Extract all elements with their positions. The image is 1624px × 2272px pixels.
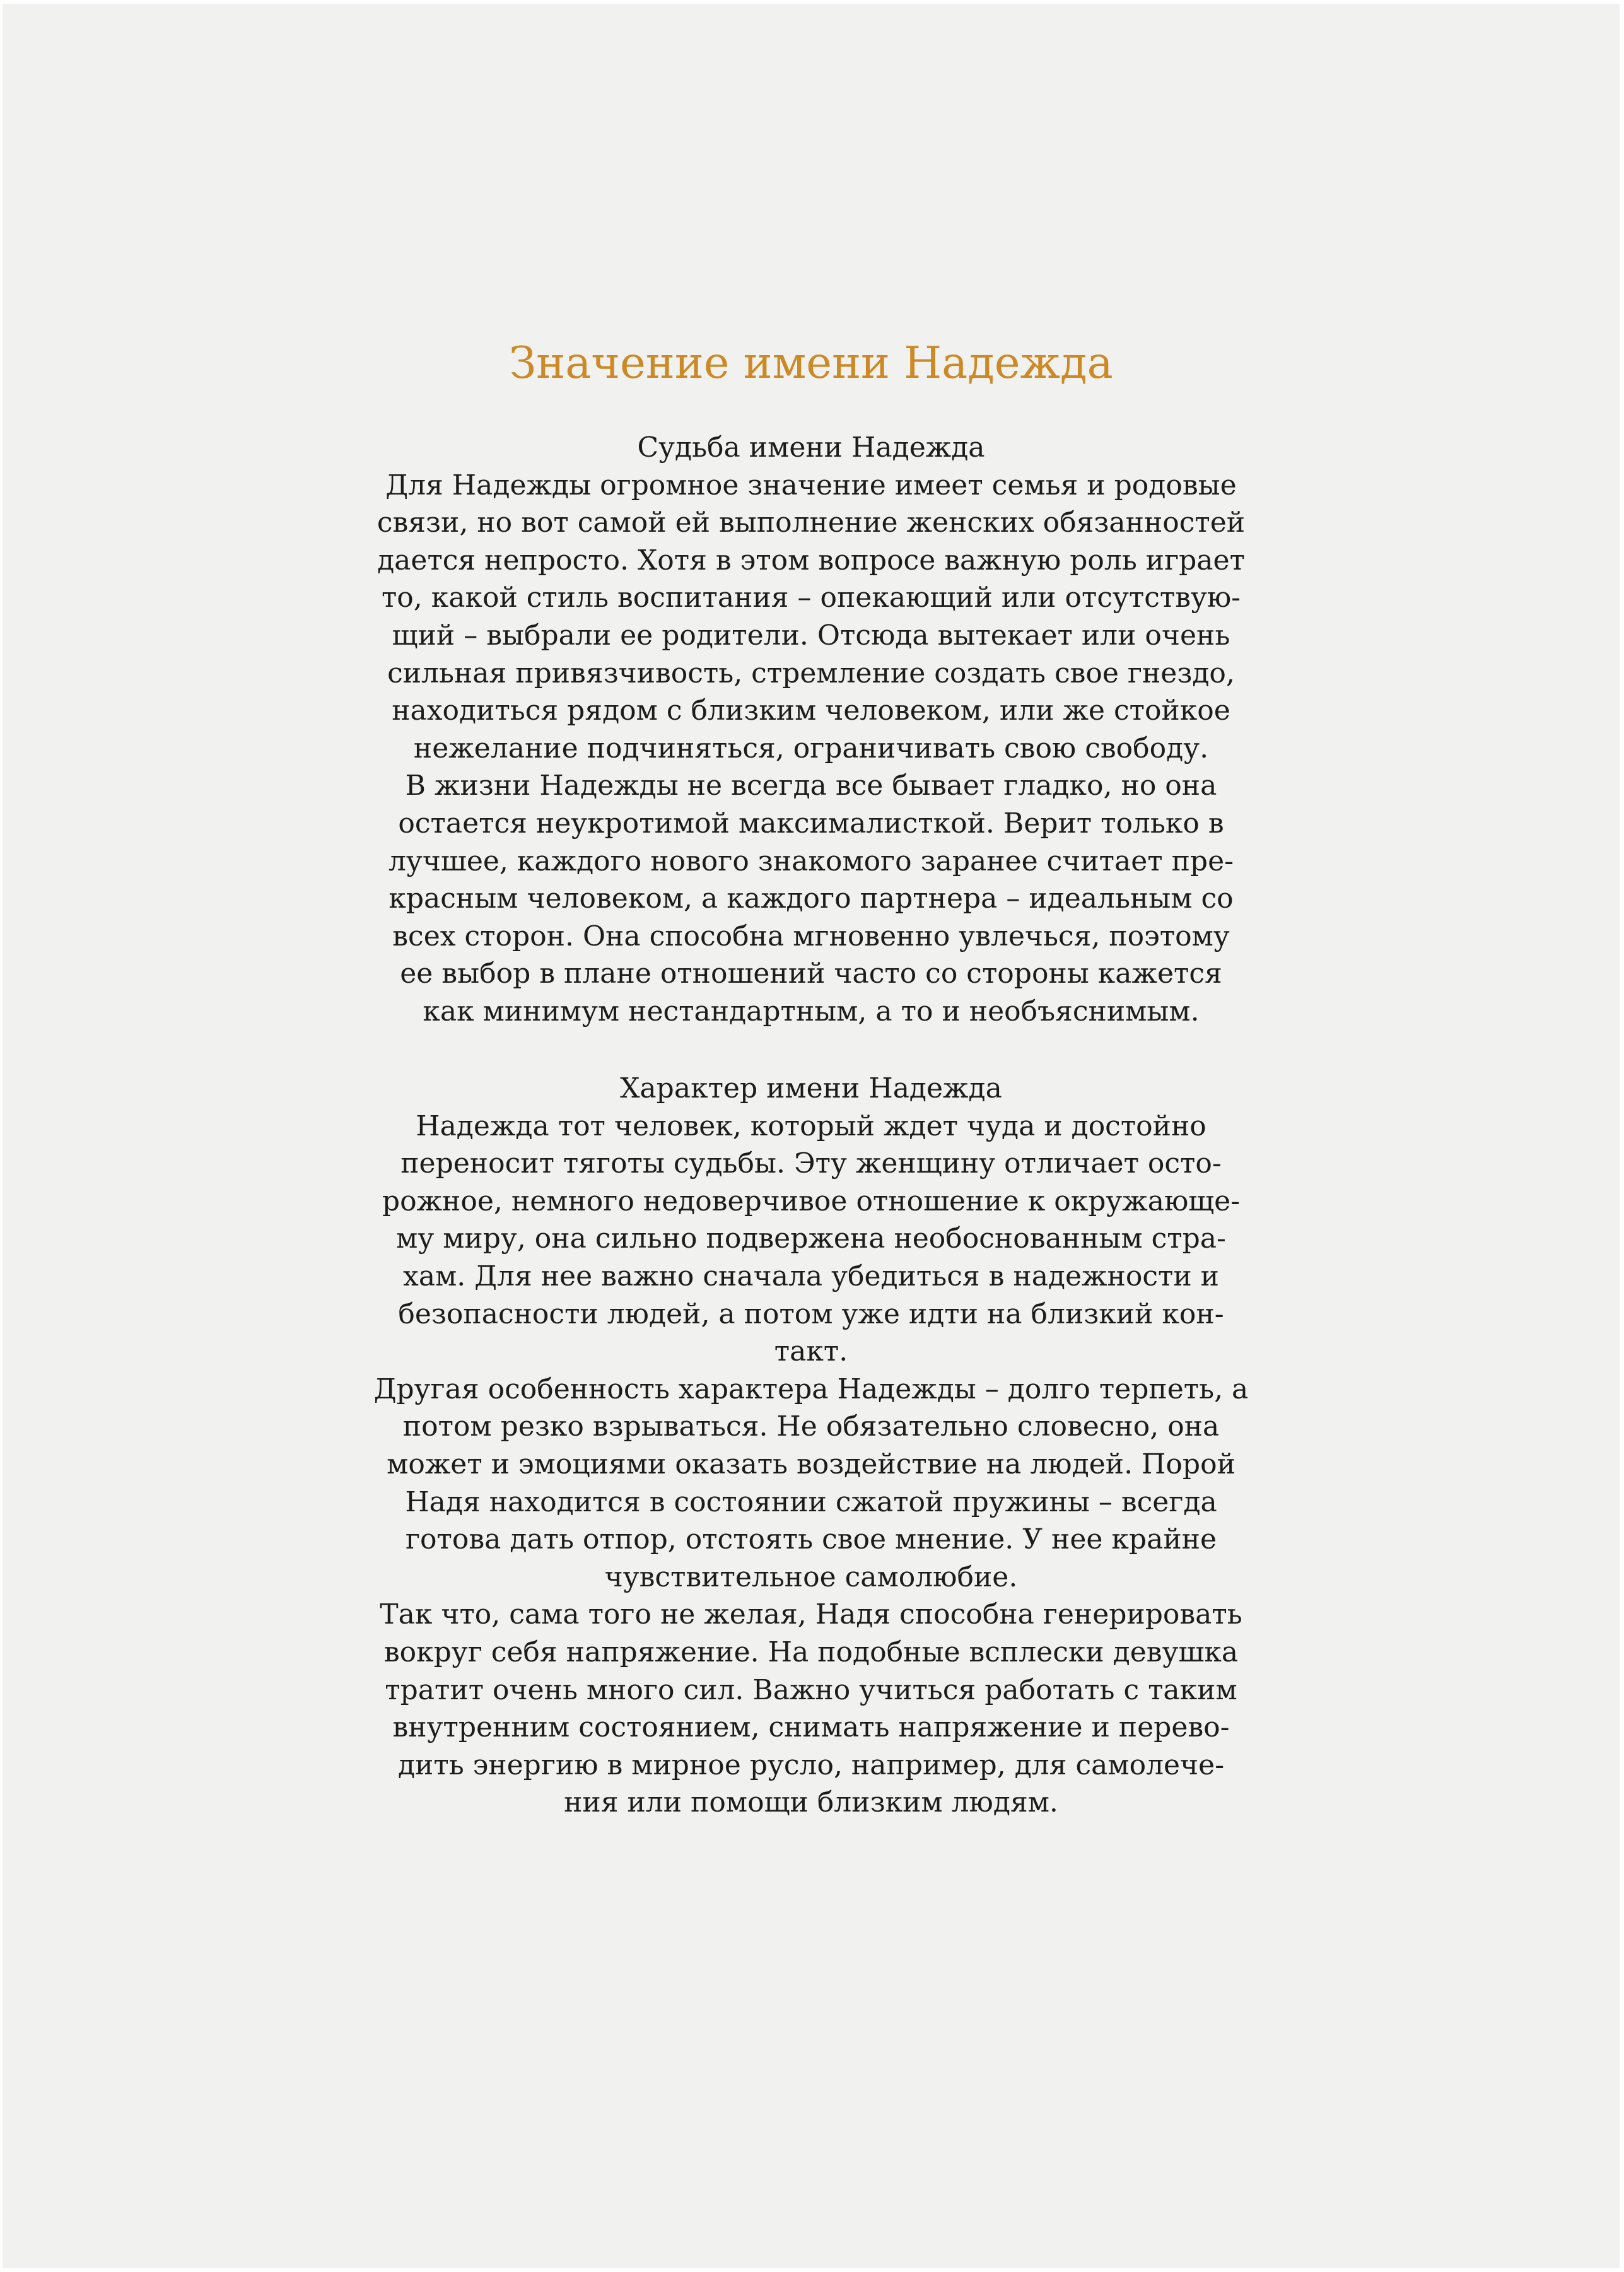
paragraph-line: готова дать отпор, отстоять свое мнение. У нее крайне <box>405 1523 1217 1556</box>
page-title: Значение имени Надежда <box>509 338 1113 389</box>
paragraph-line: находиться рядом с близким человеком, или же стойкое <box>392 694 1230 727</box>
section-heading: Характер имени Надежда <box>620 1072 1002 1104</box>
paragraph-line: рожное, немного недоверчивое отношение к окружающе- <box>382 1185 1241 1217</box>
paragraph-line: вокруг себя напряжение. На подобные всплески девушка <box>383 1636 1239 1668</box>
paragraph-line: как минимум нестандартным, а то и необъяснимым. <box>423 995 1200 1028</box>
paragraph-line: безопасности людей, а потом уже идти на близкий кон- <box>398 1297 1224 1330</box>
paragraph-line: В жизни Надежды не всегда все бывает гладко, но она <box>405 770 1217 802</box>
paragraph-line: сильная привязчивость, стремление создать свое гнездо, <box>387 657 1235 689</box>
paragraph-line: то, какой стиль воспитания – опекающий или отсутствую- <box>381 582 1241 614</box>
paragraph-line: щий – выбрали ее родители. Отсюда вытекает или очень <box>392 619 1230 652</box>
paragraph-line: лучшее, каждого нового знакомого заранее считает пре- <box>388 845 1234 877</box>
paragraph-line: Другая особенность характера Надежды – долго терпеть, а <box>373 1373 1249 1405</box>
paragraph-line: ее выбор в плане отношений часто со стороны кажется <box>400 957 1222 990</box>
paragraph-line: может и эмоциями оказать воздействие на людей. Порой <box>387 1448 1236 1480</box>
paragraph-line: Надежда тот человек, который ждет чуда и достойно <box>416 1110 1206 1142</box>
paragraph-line: Так что, сама того не желая, Надя способна генерировать <box>380 1598 1242 1631</box>
section-heading: Судьба имени Надежда <box>637 431 985 464</box>
paragraph-line: внутренним состоянием, снимать напряжение и перево- <box>392 1711 1230 1744</box>
paragraph-line: хам. Для нее важно сначала убедиться в надежности и <box>403 1260 1219 1292</box>
paragraph-line: потом резко взрываться. Не обязательно словесно, она <box>402 1410 1220 1443</box>
section-character <box>318 1070 1304 1822</box>
paragraph-line: ния или помощи близким людям. <box>564 1786 1058 1819</box>
paragraph-line: такт. <box>774 1335 848 1368</box>
section-fate <box>318 429 1304 1031</box>
paragraph-line: остается неукротимой максималисткой. Верит только в <box>398 807 1224 840</box>
paragraph-line: дается непросто. Хотя в этом вопросе важную роль играет <box>377 544 1245 577</box>
paragraph-line: Надя находится в состоянии сжатой пружины – всегда <box>405 1485 1217 1518</box>
paragraph-line: переносит тяготы судьбы. Эту женщину отличает осто- <box>400 1147 1222 1180</box>
paragraph-line: Для Надежды огромное значение имеет семья и родовые <box>385 469 1237 501</box>
paragraph-line: тратит очень много сил. Важно учиться работать с таким <box>385 1673 1237 1706</box>
paragraph-line: му миру, она сильно подвержена необоснованным стра- <box>396 1222 1226 1255</box>
paragraph-line: красным человеком, а каждого партнера – идеальным со <box>388 882 1234 915</box>
paragraph-line: нежелание подчиняться, ограничивать свою свободу. <box>413 732 1209 764</box>
paragraph-line: связи, но вот самой ей выполнение женских обязанностей <box>377 507 1246 539</box>
document-page <box>3 4 1620 2268</box>
paragraph-line: дить энергию в мирное русло, например, для самолече- <box>397 1748 1225 1781</box>
paragraph-line: всех сторон. Она способна мгновенно увлечься, поэтому <box>392 920 1230 952</box>
paragraph-line: чувствительное самолюбие. <box>604 1561 1018 1593</box>
